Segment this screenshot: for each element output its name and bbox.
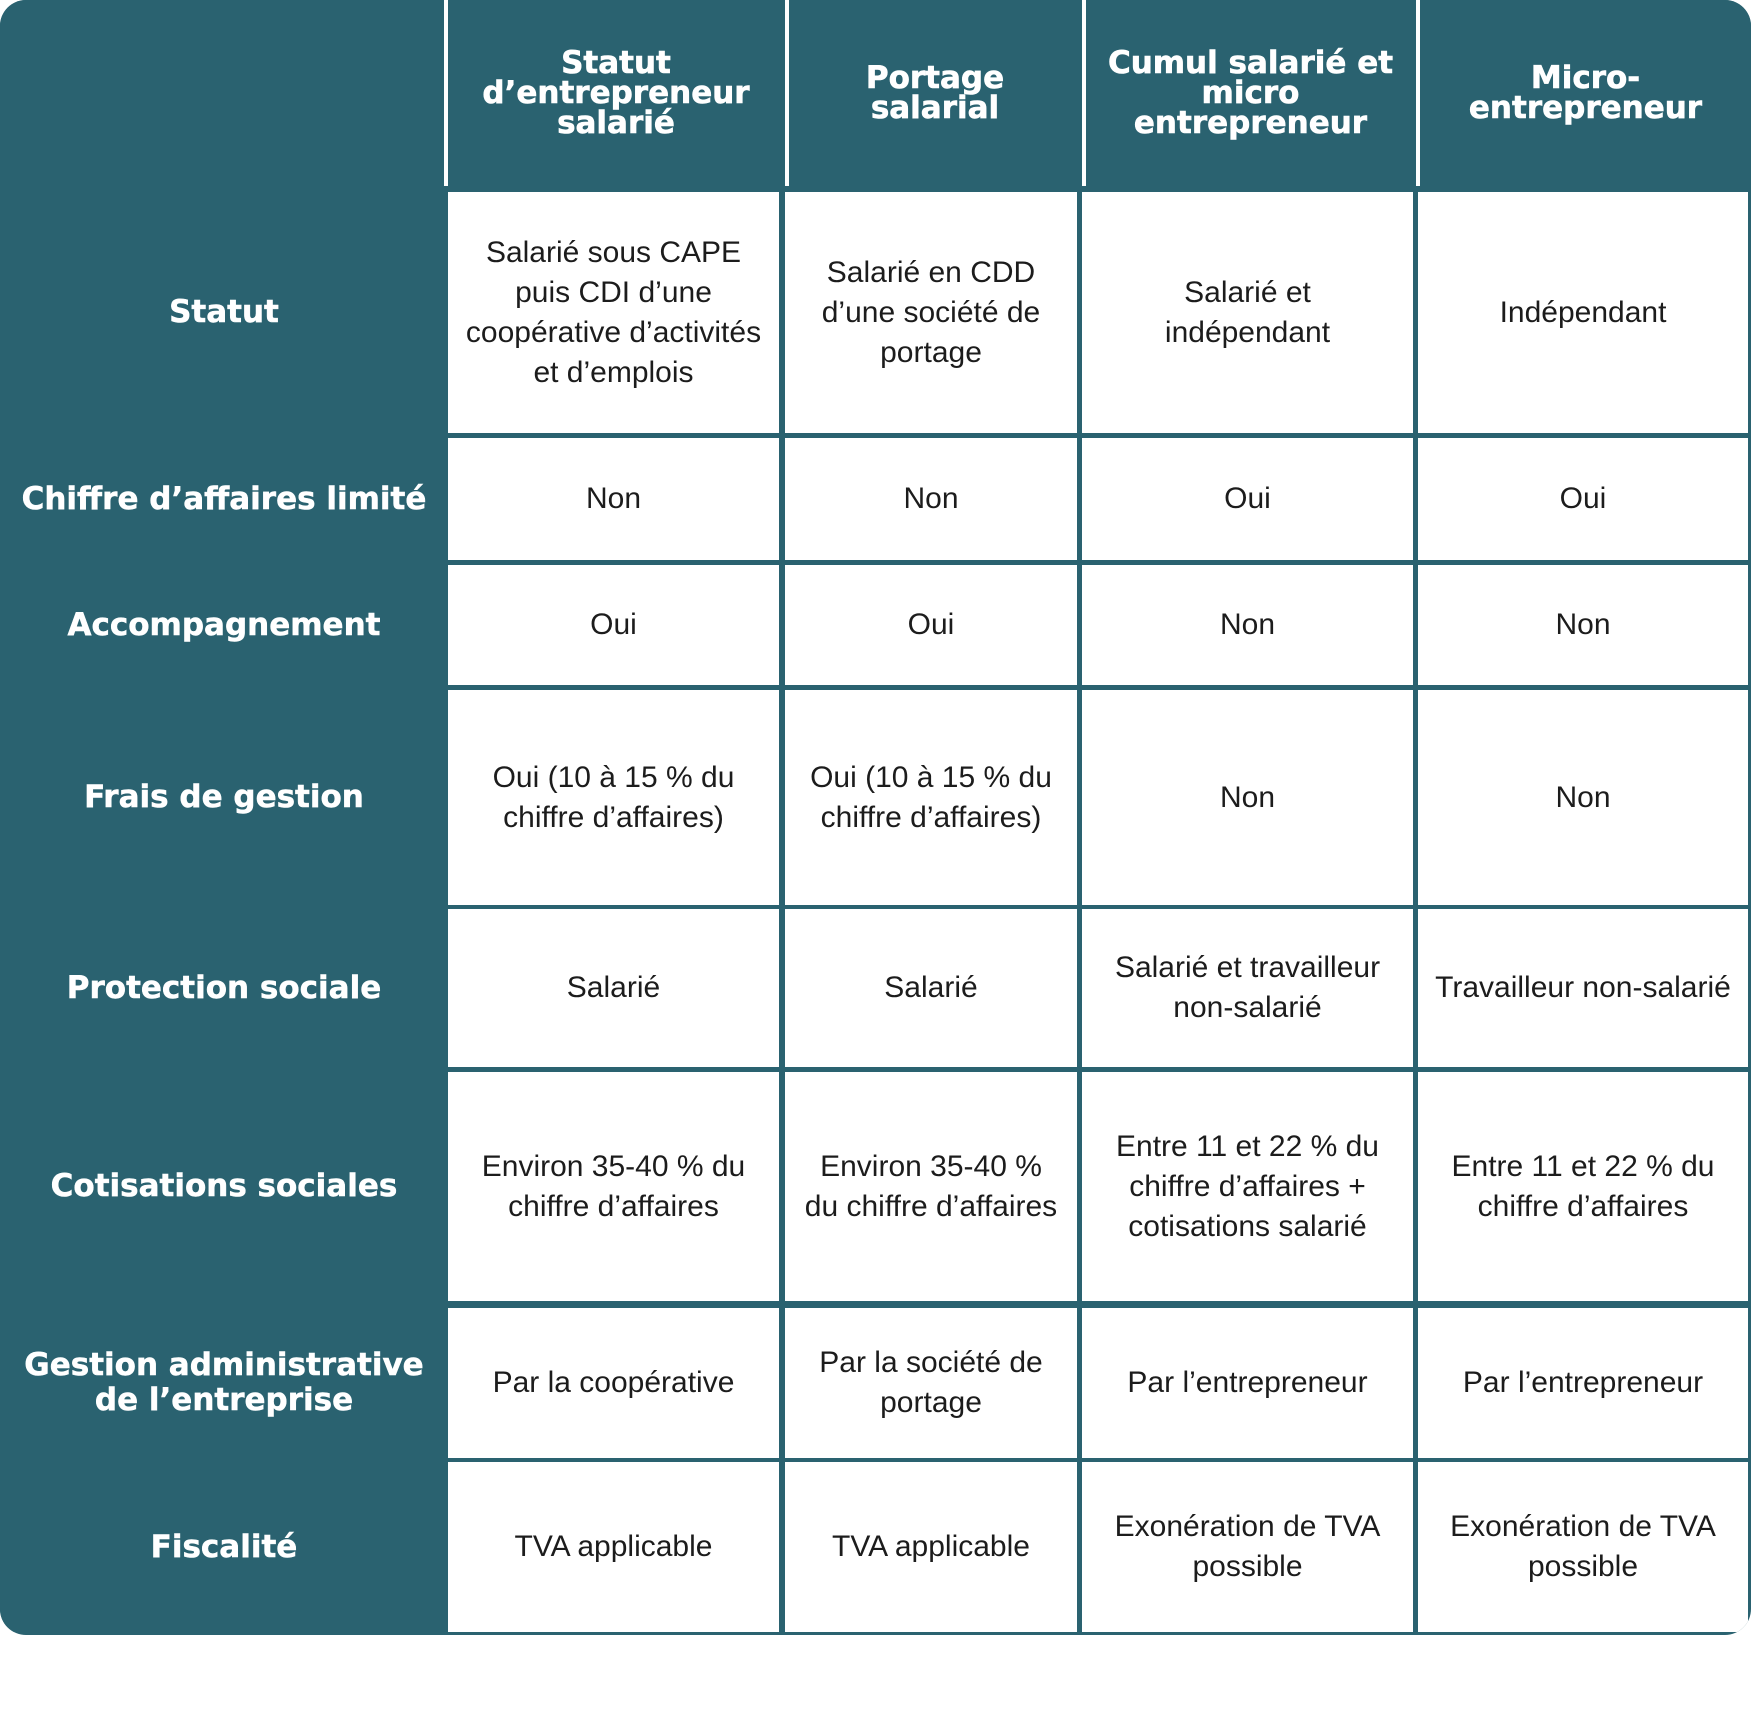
- header-corner: [0, 0, 445, 186]
- table-cell: TVA applicable: [785, 1462, 1077, 1632]
- column-header: Statut d’entrepreneur salarié: [448, 0, 784, 186]
- table-cell: Non: [1082, 690, 1413, 905]
- table-cell: Non: [1082, 565, 1413, 685]
- table-cell: Oui (10 à 15 % du chiffre d’affaires): [448, 690, 779, 905]
- table-cell: Exonération de TVA possible: [1418, 1462, 1748, 1632]
- table-cell: Salarié: [448, 909, 779, 1067]
- table-cell: Travailleur non-salarié: [1418, 909, 1748, 1067]
- header-divider: [444, 0, 448, 186]
- table-cell: Non: [785, 438, 1077, 560]
- column-header: Micro-entrepreneur: [1420, 0, 1751, 186]
- table-cell: Oui (10 à 15 % du chiffre d’affaires): [785, 690, 1077, 905]
- row-header: Fiscalité: [0, 1462, 448, 1632]
- table-cell: Par l’entrepreneur: [1082, 1308, 1413, 1458]
- header-divider: [1416, 0, 1420, 186]
- header-divider: [785, 0, 789, 186]
- table-cell: Non: [1418, 565, 1748, 685]
- table-cell: Environ 35-40 % du chiffre d’affaires: [785, 1072, 1077, 1301]
- column-header: Portage salarial: [789, 0, 1081, 186]
- table-cell: Entre 11 et 22 % du chiffre d’affaires: [1418, 1072, 1748, 1301]
- table-cell: Non: [1418, 690, 1748, 905]
- row-header: Chiffre d’affaires limité: [0, 438, 448, 560]
- row-header: Frais de gestion: [0, 690, 448, 905]
- table-cell: Exonération de TVA possible: [1082, 1462, 1413, 1632]
- table-cell: Salarié: [785, 909, 1077, 1067]
- column-header: Cumul salarié et micro entrepreneur: [1086, 0, 1415, 186]
- table-cell: Non: [448, 438, 779, 560]
- table-cell: Oui: [1082, 438, 1413, 560]
- row-header: Protection sociale: [0, 909, 448, 1067]
- table-cell: Par la société de portage: [785, 1308, 1077, 1458]
- row-header: Accompagnement: [0, 565, 448, 685]
- table-cell: Salarié sous CAPE puis CDI d’une coopérative d’activités et d’emplois: [448, 192, 779, 433]
- row-header: Gestion administrative de l’entreprise: [0, 1308, 448, 1458]
- table-cell: Indépendant: [1418, 192, 1748, 433]
- table-cell: Environ 35-40 % du chiffre d’affaires: [448, 1072, 779, 1301]
- table-cell: Par la coopérative: [448, 1308, 779, 1458]
- table-cell: Salarié et indépendant: [1082, 192, 1413, 433]
- table-cell: Par l’entrepreneur: [1418, 1308, 1748, 1458]
- row-header: Statut: [0, 192, 448, 433]
- table-cell: Salarié et travailleur non-salarié: [1082, 909, 1413, 1067]
- table-cell: TVA applicable: [448, 1462, 779, 1632]
- table-cell: Entre 11 et 22 % du chiffre d’affaires + cotisations salarié: [1082, 1072, 1413, 1301]
- table-cell: Oui: [1418, 438, 1748, 560]
- row-header: Cotisations sociales: [0, 1072, 448, 1301]
- table-cell: Oui: [448, 565, 779, 685]
- table-cell: Oui: [785, 565, 1077, 685]
- header-divider: [1082, 0, 1086, 186]
- table-cell: Salarié en CDD d’une société de portage: [785, 192, 1077, 433]
